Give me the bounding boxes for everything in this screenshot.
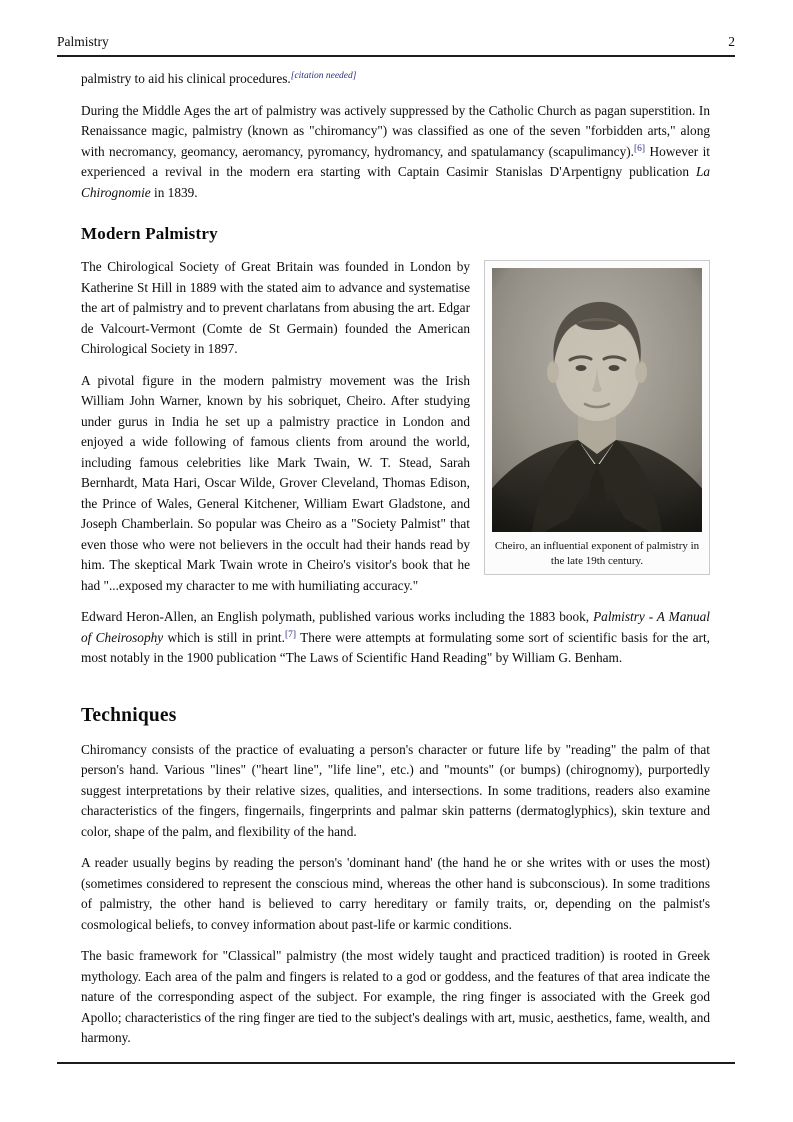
- article-body: [81, 69, 710, 1060]
- heading-techniques: Techniques: [81, 704, 177, 726]
- text-segment: in 1839.: [150, 184, 198, 200]
- paragraph-dominant-hand: [81, 853, 710, 935]
- footer-rule: [57, 1062, 735, 1064]
- paragraph-classical-framework: [81, 946, 710, 1049]
- text-segment: Edward Heron-Allen, an English polymath, published various works including the 1883 book,: [81, 609, 594, 624]
- paragraph-chiromancy: [81, 740, 710, 843]
- page-header: [57, 34, 735, 57]
- text-segment: There were attempts at formulating some sort of scientific basis for the art, most notably in the 1900 publication “The Laws of Scientific Hand Reading" by William G. Benham.: [81, 629, 710, 665]
- page-number: 2: [728, 34, 735, 49]
- running-title: Palmistry: [57, 34, 109, 49]
- portrait-of-cheiro-photo: [492, 268, 702, 532]
- text-segment: The basic framework for "Classical" palmistry (the most widely taught and practiced tradition) is rooted in Greek mythology. Each area of the palm and fingers is related to a god or goddess, and the features of that area indicate the nature of the corresponding aspect of the subject. For example, the ring finger is associated with the Greek god Apollo; characteristics of the ring finger are tied to the subject's dealings with art, music, aesthetics, fame, wealth, and harmony.: [81, 948, 710, 1045]
- heading-modern-palmistry: Modern Palmistry: [81, 224, 218, 243]
- text-segment: A pivotal figure in the modern palmistry movement was the Irish William John Warner, known by his sobriquet, Cheiro. After studying under gurus in India he set up a palmistry practice in London and enjoyed a wide following of famous clients from around the world, including famous celebrities like Mark Twain, W. T. Stead, Sarah Bernhardt, Mata Hari, Oscar Wilde, Grover Cleveland, Thomas Edison, the Prince of Wales, General Kitchener, William Ewart Gladstone, and Joseph Chamberlain. So popular was Cheiro as a "Society Palmist" that even those who were not believers in the occult had their hands read by him. The skeptical Mark Twain wrote in Cheiro's visitor's book that he had "...exposed my character to me with humiliating accuracy.": [81, 372, 470, 593]
- text-segment: palmistry to aid his clinical procedures.: [81, 71, 291, 86]
- text-segment: However it experienced a revival in the modern era starting with Captain Casimir Stanislas D'Arpentigny publication: [81, 143, 710, 179]
- cheiro-figure: [484, 260, 710, 575]
- text-segment: Chiromancy consists of the practice of evaluating a person's character or future life by "reading" the palm of that person's hand. Various "lines" ("heart line", "life line", etc.) and "mounts" (or bumps) (chirognomy), purportedly suggest interpretations by their relative sizes, qualities, and intersections. In some traditions, readers also examine characteristics of the fingers, fingernails, fingerprints and palmar skin patterns (dermatoglyphics), skin texture and color, shape of the palm, and flexibility of the hand.: [81, 741, 710, 839]
- reference-link[interactable]: [citation needed]: [290, 71, 357, 81]
- text-segment: La Chirognomie: [81, 164, 710, 200]
- text-segment: which is still in print.: [163, 629, 285, 645]
- figure-caption: Cheiro, an influential exponent of palmistry in the late 19th century.: [494, 540, 700, 567]
- paragraph-middle-ages: [81, 101, 710, 204]
- paragraph-intro-fragment: [81, 69, 710, 90]
- reference-link[interactable]: [7]: [284, 629, 297, 640]
- reference-link[interactable]: [6]: [633, 143, 646, 154]
- text-segment: During the Middle Ages the art of palmistry was actively suppressed by the Catholic Church as pagan superstition. In Renaissance magic, palmistry (known as "chiromancy") was classified as one of the seven "forbidden arts," along with necromancy, geomancy, aeromancy, pyromancy, hydromancy, and spatulamancy (scapulimancy).: [81, 102, 710, 159]
- text-segment: A reader usually begins by reading the person's 'dominant hand' (the hand he or she writes with or uses the most)(sometimes considered to represent the conscious mind, whereas the other hand is subconscious). In some traditions of palmistry, the other hand is believed to carry hereditary or family traits, or, depending on the palmist's cosmological beliefs, to convey information about past-life or karmic conditions.: [81, 855, 710, 932]
- text-segment: The Chirological Society of Great Britain was founded in London by Katherine St Hill in 1889 with the stated aim to advance and systematise the art of palmistry and to prevent charlatans from abusing the art. Edgar de Valcourt-Vermont (Comte de St Germain) founded the American Chirological Society in 1897.: [81, 259, 470, 356]
- text-segment: Palmistry - A Manual of Cheirosophy: [81, 609, 710, 645]
- paragraph-heron-allen: [81, 607, 710, 669]
